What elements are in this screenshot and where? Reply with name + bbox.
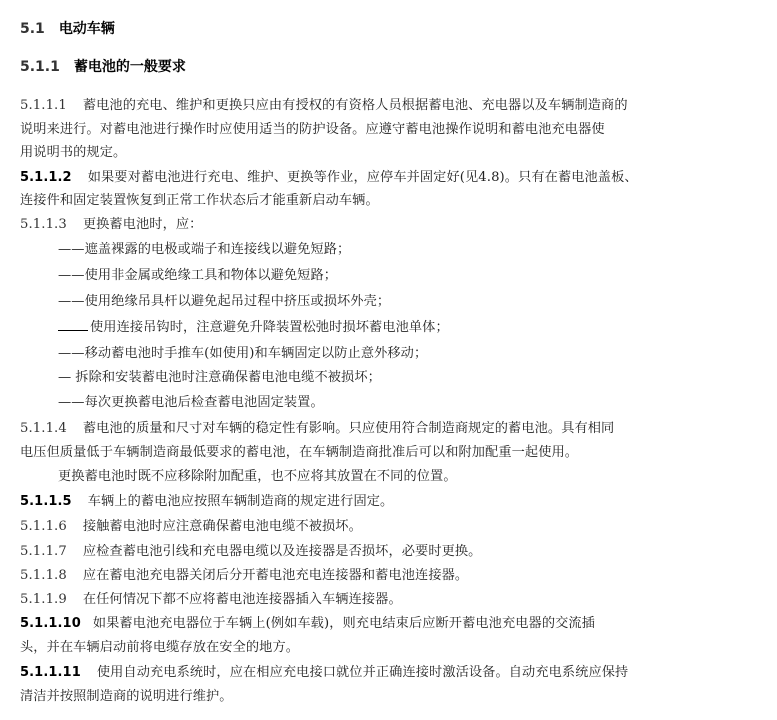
- clause-number: 5.1.1.10: [20, 616, 81, 631]
- clause-5-1-1-2-line-1: 5.1.1.2 如果要对蓄电池进行充电、维护、更换等作业，应停车并固定好(见4.8)。只有在蓄电池盖板、: [20, 170, 638, 185]
- clause-5-1-1-11-line-2: 清洁并按照制造商的说明进行维护。: [20, 689, 233, 704]
- clause-number: 5.1.1.3: [20, 217, 67, 232]
- underline-mark: [58, 320, 88, 331]
- bullet-item: ——移动蓄电池时手推车(如使用)和车辆固定以防止意外移动；: [58, 346, 428, 361]
- dash-mark: ——: [58, 242, 85, 257]
- clause-number: 5.1.1.8: [20, 568, 67, 583]
- clause-5-1-1-8: 5.1.1.8 应在蓄电池充电器关闭后分开蓄电池充电连接器和蓄电池连接器。: [20, 568, 469, 583]
- clause-5-1-1-2-line-2: 连接件和固定装置恢复到正常工作状态后才能重新启动车辆。: [20, 193, 379, 208]
- subsection-title: 蓄电池的一般要求: [73, 59, 186, 75]
- subsection-number: 5.1.1: [20, 59, 60, 75]
- bullet-item: ——使用非金属或绝缘工具和物体以避免短路；: [58, 268, 338, 283]
- clause-5-1-1-1-line-1: 5.1.1.1 蓄电池的充电、维护和更换只应由有授权的有资格人员根据蓄电池、充电器以及车辆制造商的: [20, 98, 628, 113]
- clause-5-1-1-4-line-1: 5.1.1.4 蓄电池的质量和尺寸对车辆的稳定性有影响。只应使用符合制造商规定的蓄电池。具有相同: [20, 421, 615, 436]
- section-title: 电动车辆: [58, 21, 115, 37]
- clause-number: 5.1.1.7: [20, 544, 67, 559]
- clause-5-1-1-1-line-2: 说明来进行。对蓄电池进行操作时应使用适当的防护设备。应遵守蓄电池操作说明和蓄电池充电器使: [20, 122, 605, 137]
- clause-number: 5.1.1.6: [20, 519, 67, 534]
- bullet-item: ——使用绝缘吊具杆以避免起吊过程中挤压或损坏外壳；: [58, 294, 391, 309]
- clause-5-1-1-3-line-1: 5.1.1.3 更换蓄电池时，应：: [20, 217, 203, 232]
- clause-5-1-1-9: 5.1.1.9 在任何情况下都不应将蓄电池连接器插入车辆连接器。: [20, 592, 402, 607]
- subsection-heading: [20, 56, 186, 76]
- clause-number: 5.1.1.1: [20, 98, 67, 113]
- clause-5-1-1-5: 5.1.1.5 车辆上的蓄电池应按照车辆制造商的规定进行固定。: [20, 494, 394, 509]
- clause-5-1-1-10-line-1: 5.1.1.10 如果蓄电池充电器位于车辆上(例如车载)，则充电结束后应断开蓄电池充电器的交流插: [20, 616, 595, 631]
- clause-5-1-1-7: 5.1.1.7 应检查蓄电池引线和充电器电缆以及连接器是否损坏，必要时更换。: [20, 544, 482, 559]
- bullet-item: — 拆除和安装蓄电池时注意确保蓄电池电缆不被损坏；: [58, 370, 381, 385]
- clause-number: 5.1.1.5: [20, 494, 72, 509]
- bullet-item: 使用连接吊钩时，注意避免升降装置松弛时损坏蓄电池单体；: [58, 316, 449, 335]
- dash-mark: —: [58, 370, 72, 385]
- clause-5-1-1-1-line-3: 用说明书的规定。: [20, 145, 127, 160]
- clause-5-1-1-4-line-3: 更换蓄电池时既不应移除附加配重，也不应将其放置在不同的位置。: [58, 469, 457, 484]
- clause-number: 5.1.1.11: [20, 665, 81, 680]
- clause-number: 5.1.1.4: [20, 421, 67, 436]
- clause-5-1-1-4-line-2: 电压但质量低于车辆制造商最低要求的蓄电池，在车辆制造商批准后可以和附加配重一起使用。: [20, 445, 579, 460]
- clause-5-1-1-11-line-1: 5.1.1.11 使用自动充电系统时，应在相应充电接口就位并正确连接时激活设备。自动充电系统应保持: [20, 665, 629, 680]
- dash-mark: ——: [58, 395, 85, 410]
- bullet-item: ——每次更换蓄电池后检查蓄电池固定装置。: [58, 395, 324, 410]
- section-number: 5.1: [20, 21, 45, 37]
- clause-5-1-1-6: 5.1.1.6 接触蓄电池时应注意确保蓄电池电缆不被损坏。: [20, 519, 362, 534]
- dash-mark: ——: [58, 294, 85, 309]
- clause-number: 5.1.1.2: [20, 170, 72, 185]
- clause-number: 5.1.1.9: [20, 592, 67, 607]
- dash-mark: ——: [58, 346, 85, 361]
- dash-mark: ——: [58, 268, 85, 283]
- bullet-item: ——遮盖裸露的电极或端子和连接线以避免短路；: [58, 242, 351, 257]
- section-heading: [20, 18, 115, 38]
- clause-5-1-1-10-line-2: 头，并在车辆启动前将电缆存放在安全的地方。: [20, 640, 300, 655]
